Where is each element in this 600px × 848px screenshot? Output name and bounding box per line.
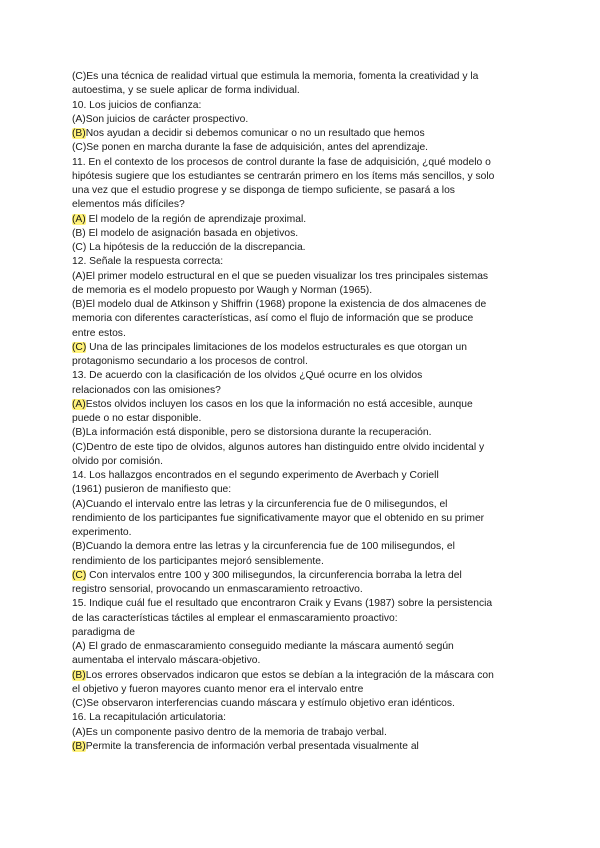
line-text: 14. Los hallazgos encontrados en el segundo experimento de Averbach y Coriell (72, 470, 439, 481)
text-line (72, 626, 550, 640)
line-text: (A) El grado de enmascaramiento conseguido mediante la máscara aumentó según (72, 641, 454, 652)
text-line (72, 369, 550, 383)
text-line (72, 654, 550, 668)
line-text: entre estos. (72, 327, 126, 339)
text-line (72, 156, 550, 170)
line-text: (B)La información está disponible, pero se distorsiona durante la recuperación. (72, 427, 432, 439)
line-text: (1961) pusieron de manifiesto que: (72, 484, 232, 496)
line-text: rendimiento de los participantes fue significativamente mayor que el obtenido en su primer (72, 512, 485, 524)
text-line (72, 70, 550, 84)
text-line (72, 512, 550, 526)
text-line (72, 441, 550, 455)
text-line (72, 127, 550, 141)
text-line (72, 740, 550, 754)
highlighted-answer-marker: (B) (72, 740, 86, 752)
text-line (72, 241, 550, 255)
text-line (72, 412, 550, 426)
text-line (72, 284, 550, 298)
text-line (72, 327, 550, 341)
text-line (72, 597, 550, 611)
text-line (72, 455, 550, 469)
text-line (72, 99, 550, 113)
highlighted-answer-marker: (B) (72, 669, 86, 681)
text-line (72, 341, 550, 355)
text-line (72, 498, 550, 512)
line-text: (A)Son juicios de carácter prospectivo. (72, 113, 249, 125)
line-text: 10. Los juicios de confianza: (72, 99, 202, 111)
text-line (72, 384, 550, 398)
line-text: una vez que el estudio progrese y se disponga de tiempo suficiente, se pasará a los (72, 185, 455, 196)
line-text: 11. En el contexto de los procesos de control durante la fase de adquisición, ¿qué modelo o (72, 156, 491, 168)
text-line (72, 312, 550, 326)
line-text: 12. Señale la respuesta correcta: (72, 256, 224, 268)
line-text: (C) La hipótesis de la reducción de la discrepancia. (72, 242, 306, 253)
highlighted-answer-marker: (A) (72, 398, 86, 410)
line-text: puede o no estar disponible. (72, 413, 202, 424)
line-text: olvido por comisión. (72, 455, 163, 467)
highlighted-answer-marker: (A) (72, 213, 86, 225)
line-text: elementos más difíciles? (72, 199, 185, 211)
line-text: 15. Indique cuál fue el resultado que encontraron Craik y Evans (1987) sobre la persistencia (72, 598, 493, 610)
text-line (72, 526, 550, 540)
line-text: aumentaba el intervalo máscara-objetivo. (72, 655, 261, 667)
line-text: (B)El modelo dual de Atkinson y Shiffrin (1968) propone la existencia de dos almacenes de (72, 299, 487, 310)
line-text: Con intervalos entre 100 y 300 milisegundos, la circunferencia borraba la letra del (86, 569, 462, 581)
line-text: (A)Es un componente pasivo dentro de la memoria de trabajo verbal. (72, 726, 387, 738)
line-text: Los errores observados indicaron que estos se debían a la integración de la máscara con (85, 669, 494, 681)
text-line (72, 184, 550, 198)
line-text: (C)Se ponen en marcha durante la fase de adquisición, antes del aprendizaje. (72, 142, 429, 154)
text-line (72, 483, 550, 497)
text-line (72, 398, 550, 412)
highlighted-answer-marker: (C) (72, 569, 87, 581)
line-text: de memoria es el modelo propuesto por Waugh y Norman (1965). (72, 284, 373, 296)
line-text: registro sensorial, provocando un enmascaramiento retroactivo. (72, 584, 363, 595)
text-line (72, 141, 550, 155)
line-text: 16. La recapitulación articulatoria: (72, 712, 226, 724)
line-text: Nos ayudan a decidir si debemos comunicar o no un resultado que hemos (85, 128, 425, 139)
text-line (72, 355, 550, 369)
text-line (72, 113, 550, 127)
text-line (72, 697, 550, 711)
text-line (72, 298, 550, 312)
line-text: experimento. (72, 527, 132, 538)
text-line (72, 540, 550, 554)
highlighted-answer-marker: (B) (72, 128, 86, 139)
text-line (72, 711, 550, 725)
line-text: el objetivo y fueron mayores cuanto menor era el intervalo entre (72, 683, 364, 695)
line-text: (B)Cuando la demora entre las letras y la circunferencia fue de 100 milisegundos, el (72, 541, 455, 553)
line-text: de las características táctiles al emplear el enmascaramiento proactivo: (72, 612, 398, 624)
text-line (72, 270, 550, 284)
line-text: Una de las principales limitaciones de los modelos estructurales es que otorgan un (86, 341, 467, 353)
line-text: El modelo de la región de aprendizaje proximal. (85, 213, 307, 225)
line-text: 13. De acuerdo con la clasificación de los olvidos ¿Qué ocurre en los olvidos (72, 370, 423, 382)
line-text: Estos olvidos incluyen los casos en los que la información no está accesible, aunque (85, 398, 473, 410)
line-text: (C)Es una técnica de realidad virtual que estimula la memoria, fomenta la creatividad y la (72, 71, 479, 82)
text-line (72, 213, 550, 227)
line-text: hipótesis sugiere que los estudiantes se centrarán primero en los ítems más sencillos, y solo (72, 170, 495, 182)
line-text: (C)Dentro de este tipo de olvidos, algunos autores han distinguido entre olvido incidental y (72, 441, 485, 453)
text-line (72, 255, 550, 269)
line-text: rendimiento de los participantes mejoró sensiblemente. (72, 555, 324, 567)
text-line (72, 555, 550, 569)
text-line (72, 198, 550, 212)
line-text: (C)Se observaron interferencias cuando máscara y estímulo objetivo eran idénticos. (72, 698, 455, 709)
line-text: paradigma de (72, 626, 135, 638)
text-line (72, 683, 550, 697)
line-text: (B) El modelo de asignación basada en objetivos. (72, 227, 299, 239)
text-line (72, 583, 550, 597)
line-text: relacionados con las omisiones? (72, 384, 221, 396)
line-text: autoestima, y se suele aplicar de forma individual. (72, 85, 300, 97)
text-line (72, 426, 550, 440)
text-line (72, 569, 550, 583)
text-line (72, 669, 550, 683)
line-text: memoria con diferentes características, así como el flujo de información que se produce (72, 313, 474, 325)
text-line (72, 227, 550, 241)
text-line (72, 640, 550, 654)
text-line (72, 84, 550, 98)
line-text: (A)El primer modelo estructural en el que se pueden visualizar los tres principales sistemas (72, 270, 489, 282)
document-text (72, 70, 550, 754)
line-text: (A)Cuando el intervalo entre las letras y la circunferencia fue de 0 milisegundos, el (72, 498, 448, 510)
line-text: Permite la transferencia de información verbal presentada visualmente al (85, 740, 419, 752)
highlighted-answer-marker: (C) (72, 341, 87, 353)
text-line (72, 726, 550, 740)
line-text: protagonismo secundario a los procesos de control. (72, 356, 308, 367)
text-line (72, 469, 550, 483)
text-line (72, 612, 550, 626)
text-line (72, 170, 550, 184)
